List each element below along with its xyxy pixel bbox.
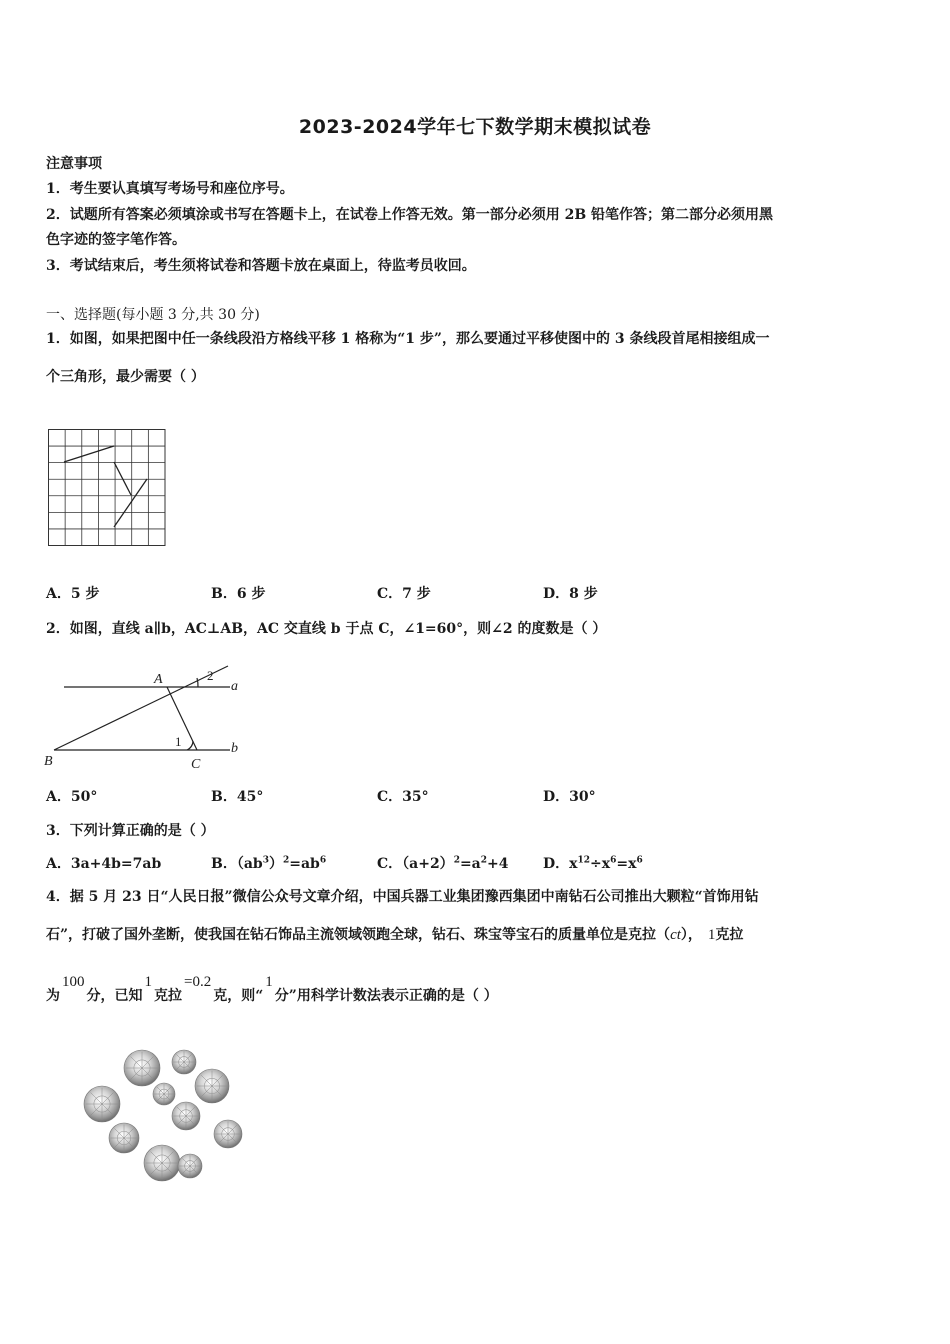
q1-stem-line1: 1．如图，如果把图中任一条线段沿方格线平移 1 格称为“1 步”，那么要通过平移使图中的 3 条线段首尾相接组成一: [46, 331, 770, 347]
q3-d-exp3: 6: [636, 855, 643, 866]
q2-option-c[interactable]: C．35°: [377, 789, 429, 805]
q3-option-d[interactable]: [543, 853, 643, 873]
q4-line3-text-b: 分，已知: [86, 988, 143, 1004]
q3-option-b[interactable]: [211, 853, 326, 873]
q3-d-exp2: 6: [610, 855, 617, 866]
q1-option-c[interactable]: C．7 步: [377, 586, 431, 602]
q4-line2-text-b: ），: [680, 927, 702, 943]
diamonds-illustration: [78, 1042, 248, 1190]
q3-option-a[interactable]: A．3a+4b=7ab: [46, 856, 162, 872]
q2-option-b[interactable]: B．45°: [211, 789, 264, 805]
q2-option-d[interactable]: D．30°: [543, 789, 596, 805]
angle-2-arc: [197, 678, 198, 687]
q3-c-part3: +4: [487, 856, 509, 872]
label-line-a: a: [231, 679, 238, 694]
q4-value-0-2: =0.2: [184, 974, 212, 990]
angle-1-arc: [187, 741, 193, 750]
q4-line3-text-c: 克拉: [154, 988, 182, 1004]
q3-b-exp1: 3: [262, 855, 269, 866]
segment-3: [114, 479, 147, 527]
label-angle-1: 1: [175, 734, 182, 749]
q1-option-a[interactable]: A．5 步: [46, 586, 100, 602]
line-ab-extended: [54, 666, 228, 750]
q2-parallel-lines-figure: [40, 656, 260, 774]
label-c-point: C: [191, 757, 201, 772]
q3-c-exp1: 2: [453, 855, 460, 866]
q3-b-exp3: 6: [319, 855, 327, 866]
notice-item-2: 2．试题所有答案必须填涂或书写在答题卡上，在试卷上作答无效。第一部分必须用 2B 铅笔作答；第二部分必须用黑: [46, 207, 774, 223]
q4-stem-line2: [46, 924, 743, 944]
grid-border: [49, 430, 166, 546]
q3-c-part1: C．（a+2）: [377, 856, 454, 872]
q4-unit-ct: ct: [670, 927, 681, 943]
notice-item-3: 3．考试结束后，考生须将试卷和答题卡放在桌面上，待监考员收回。: [46, 258, 476, 274]
notice-item-2-cont: 色字迹的签字笔作答。: [46, 232, 186, 248]
q4-line3-text-d: 克，则“: [213, 988, 264, 1004]
q3-c-part2: =a: [459, 856, 481, 872]
q1-stem-line2: 个三角形，最少需要（ ）: [46, 369, 205, 385]
q3-d-part3: =x: [616, 856, 637, 872]
q4-stem-line3: [46, 974, 498, 1005]
q1-grid-figure: [46, 426, 168, 550]
q4-value-100: 100: [62, 974, 85, 990]
segment-1: [64, 446, 114, 462]
section-heading: 一、选择题(每小题 3 分,共 30 分): [46, 307, 260, 323]
label-angle-2: 2: [207, 668, 214, 683]
notice-item-1: 1．考生要认真填写考场号和座位序号。: [46, 181, 294, 197]
page-title: 2023-2024学年七下数学期末模拟试卷: [298, 116, 652, 138]
q4-line3-text-e: 分”用科学计数法表示正确的是（ ）: [274, 988, 498, 1004]
q4-one: 1: [707, 927, 716, 943]
notice-heading: 注意事项: [46, 156, 102, 172]
q3-b-part2: ）: [268, 856, 283, 872]
q4-stem-line1: 4．据 5 月 23 日“人民日报”微信公众号文章介绍，中国兵器工业集团豫西集团中南钻石公司推出大颗粒“首饰用钻: [46, 889, 759, 905]
q3-stem: 3．下列计算正确的是（ ）: [46, 823, 215, 839]
q3-d-exp1: 12: [577, 855, 591, 866]
q3-c-exp2: 2: [480, 855, 488, 866]
q3-b-part1: B．（ab: [211, 856, 263, 872]
segment-ac: [167, 687, 197, 750]
q3-option-c[interactable]: [377, 853, 509, 873]
q4-value-1b: 1: [265, 974, 273, 990]
q3-b-part3: =ab: [289, 856, 320, 872]
segment-2: [114, 462, 131, 495]
q2-option-a[interactable]: A．50°: [46, 789, 98, 805]
label-line-b: b: [231, 741, 238, 756]
q1-option-d[interactable]: D．8 步: [543, 586, 598, 602]
q4-line2-text: 石”，打破了国外垄断，使我国在钻石饰品主流领域领跑全球，钻石、珠宝等宝石的质量单位是克拉（: [46, 927, 671, 943]
q4-line2-text-c: 克拉: [715, 927, 744, 943]
label-a-point: A: [154, 672, 163, 687]
q3-b-exp2: 2: [282, 855, 290, 866]
q4-line3-text-a: 为: [46, 988, 60, 1004]
q3-d-part2: ÷x: [590, 856, 611, 872]
label-b-point: B: [44, 754, 53, 769]
q4-value-1: 1: [144, 974, 152, 990]
q3-d-part1: D．x: [543, 856, 578, 872]
q1-option-b[interactable]: B．6 步: [211, 586, 266, 602]
q2-stem: 2．如图，直线 a∥b，AC⊥AB，AC 交直线 b 于点 C，∠1=60°，则∠2 的度数是（ ）: [46, 621, 607, 637]
